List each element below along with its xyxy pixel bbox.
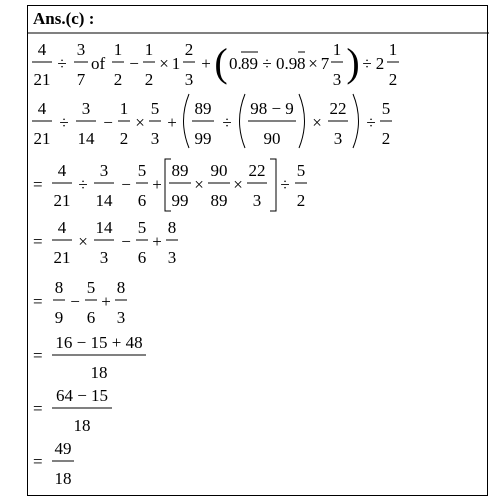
denominator: 6 xyxy=(137,248,147,267)
step-1 xyxy=(32,94,392,148)
numerator: 1 xyxy=(119,99,129,118)
denominator: 3 xyxy=(332,70,342,89)
denominator: 18 xyxy=(54,469,72,488)
mixed-whole: 2 xyxy=(375,54,385,73)
numerator: 3 xyxy=(76,40,86,59)
answer-heading: Ans.(c) : xyxy=(33,9,95,28)
numerator: 16 − 15 + 48 xyxy=(55,333,143,352)
numerator: 22 xyxy=(329,99,347,118)
denominator: 3 xyxy=(333,129,343,148)
step-4 xyxy=(33,278,127,327)
operator: − xyxy=(70,292,80,311)
numerator: 14 xyxy=(95,218,113,237)
denominator: 18 xyxy=(90,363,108,382)
numerator: 1 xyxy=(113,40,123,59)
numerator: 3 xyxy=(99,161,109,180)
denominator: 21 xyxy=(53,248,71,267)
operator: × xyxy=(159,54,169,73)
decimal: 0. xyxy=(229,54,242,73)
numerator: 4 xyxy=(37,40,47,59)
problem-expression xyxy=(32,40,399,89)
denominator: 2 xyxy=(113,70,123,89)
denominator: 7 xyxy=(76,70,86,89)
numerator: 1 xyxy=(144,40,154,59)
denominator: 14 xyxy=(77,129,95,148)
equals-sign: = xyxy=(33,292,43,311)
equals-sign: = xyxy=(33,399,43,418)
left-paren xyxy=(240,94,246,148)
operator: ÷ xyxy=(362,54,372,73)
denominator: 3 xyxy=(116,308,126,327)
numerator: 64 − 15 xyxy=(55,386,109,405)
step-6 xyxy=(33,386,112,435)
denominator: 3 xyxy=(167,248,177,267)
equals-sign: = xyxy=(33,232,43,251)
operator: + xyxy=(167,113,177,132)
operator: × xyxy=(308,54,318,73)
numerator: 4 xyxy=(37,99,47,118)
denominator: 6 xyxy=(86,308,96,327)
equals-sign: = xyxy=(33,452,43,471)
denominator: 21 xyxy=(33,70,51,89)
operator: + xyxy=(152,232,162,251)
denominator: 3 xyxy=(184,70,194,89)
decimal: 0.9 xyxy=(276,54,298,73)
numerator: 4 xyxy=(57,218,67,237)
decimal-repeating: 8 xyxy=(297,54,306,73)
right-paren xyxy=(299,94,305,148)
operator: × xyxy=(78,232,88,251)
denominator: 18 xyxy=(73,416,91,435)
operator: ÷ xyxy=(222,113,232,132)
denominator: 2 xyxy=(296,191,306,210)
numerator: 22 xyxy=(248,161,266,180)
numerator: 5 xyxy=(137,161,147,180)
operator: − xyxy=(129,54,139,73)
operator: − xyxy=(121,232,131,251)
denominator: 3 xyxy=(99,248,109,267)
numerator: 5 xyxy=(381,99,391,118)
left-bracket xyxy=(165,159,171,211)
numerator: 90 xyxy=(210,161,228,180)
operator: ÷ xyxy=(262,54,272,73)
denominator: 2 xyxy=(381,129,391,148)
operator: ÷ xyxy=(280,175,290,194)
denominator: 3 xyxy=(150,129,160,148)
left-paren xyxy=(184,94,190,148)
right-paren: ) xyxy=(346,40,360,85)
numerator: 5 xyxy=(137,218,147,237)
denominator: 14 xyxy=(95,191,113,210)
numerator: 8 xyxy=(167,218,177,237)
operator: − xyxy=(103,113,113,132)
operator: × xyxy=(135,113,145,132)
left-paren: ( xyxy=(214,40,228,85)
numerator: 98 − 9 xyxy=(250,99,294,118)
answer-box xyxy=(27,5,488,496)
numerator: 1 xyxy=(332,40,342,59)
step-3 xyxy=(33,218,178,267)
denominator: 6 xyxy=(137,191,147,210)
denominator: 3 xyxy=(252,191,262,210)
denominator: 89 xyxy=(210,191,228,210)
mixed-whole: 1 xyxy=(171,54,181,73)
of-word: of xyxy=(91,54,106,73)
numerator: 3 xyxy=(81,99,91,118)
denominator: 2 xyxy=(119,129,129,148)
step-2 xyxy=(33,159,307,211)
step-7 xyxy=(33,439,74,488)
numerator: 2 xyxy=(184,40,194,59)
numerator: 5 xyxy=(86,278,96,297)
operator: × xyxy=(194,175,204,194)
right-bracket xyxy=(270,159,276,211)
equals-sign: = xyxy=(33,346,43,365)
numerator: 89 xyxy=(194,99,212,118)
operator: + xyxy=(152,175,162,194)
step-5 xyxy=(33,333,146,382)
denominator: 2 xyxy=(144,70,154,89)
operator: − xyxy=(121,175,131,194)
operator: ÷ xyxy=(59,113,69,132)
denominator: 99 xyxy=(171,191,189,210)
equals-sign: = xyxy=(33,175,43,194)
numerator: 49 xyxy=(54,439,72,458)
operator: ÷ xyxy=(366,113,376,132)
denominator: 99 xyxy=(194,129,212,148)
right-paren xyxy=(353,94,359,148)
operator: × xyxy=(233,175,243,194)
numerator: 1 xyxy=(388,40,398,59)
denominator: 2 xyxy=(388,70,398,89)
mixed-whole: 7 xyxy=(320,54,330,73)
denominator: 90 xyxy=(263,129,281,148)
numerator: 89 xyxy=(171,161,189,180)
numerator: 4 xyxy=(57,161,67,180)
operator: ÷ xyxy=(57,54,67,73)
operator: ÷ xyxy=(78,175,88,194)
numerator: 5 xyxy=(296,161,306,180)
denominator: 21 xyxy=(53,191,71,210)
denominator: 21 xyxy=(33,129,51,148)
operator: × xyxy=(312,113,322,132)
solution-svg xyxy=(28,6,489,497)
numerator: 8 xyxy=(116,278,126,297)
numerator: 8 xyxy=(54,278,64,297)
operator: + xyxy=(201,54,211,73)
decimal-repeating: 89 xyxy=(241,54,258,73)
numerator: 5 xyxy=(150,99,160,118)
operator: + xyxy=(101,292,111,311)
denominator: 9 xyxy=(54,308,64,327)
